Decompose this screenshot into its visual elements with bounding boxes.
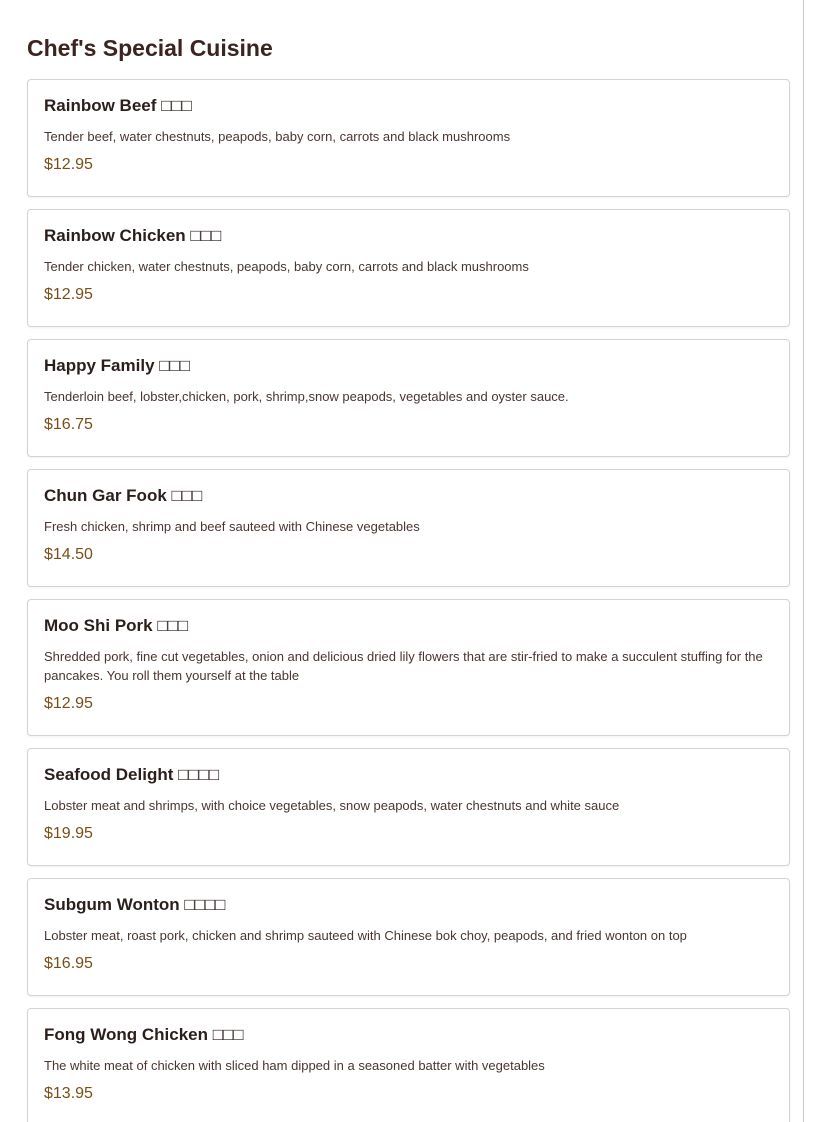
menu-item-description: Tender chicken, water chestnuts, peapods, baby corn, carrots and black mushrooms xyxy=(44,259,529,274)
menu-item-description: Tenderloin beef, lobster,chicken, pork, shrimp,snow peapods, vegetables and oyster sauce. xyxy=(44,389,569,404)
menu-item-card xyxy=(27,748,790,866)
menu-item-price: $12.95 xyxy=(44,156,93,173)
menu-item-card xyxy=(27,209,790,327)
menu-item-description: Fresh chicken, shrimp and beef sauteed with Chinese vegetables xyxy=(44,519,420,534)
menu-item-name: Subgum Wonton □□□□ xyxy=(44,895,226,914)
menu-item-card xyxy=(27,79,790,197)
menu-item-card xyxy=(27,1008,790,1122)
menu-item-price: $19.95 xyxy=(44,825,93,842)
menu-item-name: Rainbow Beef □□□ xyxy=(44,96,192,115)
menu-item-price: $12.95 xyxy=(44,695,93,712)
menu-item-name: Happy Family □□□ xyxy=(44,356,191,375)
menu-item-price: $16.75 xyxy=(44,416,93,433)
menu-item-card xyxy=(27,339,790,457)
menu-item-price: $16.95 xyxy=(44,955,93,972)
menu-item-card xyxy=(27,599,790,736)
menu-item-name: Chun Gar Fook □□□ xyxy=(44,486,203,505)
menu-item-card xyxy=(27,878,790,996)
menu-item-name: Rainbow Chicken □□□ xyxy=(44,226,222,245)
menu-item-name: Seafood Delight □□□□ xyxy=(44,765,220,784)
menu-item-price: $12.95 xyxy=(44,286,93,303)
menu-item-name: Fong Wong Chicken □□□ xyxy=(44,1025,244,1044)
menu-item-description: Lobster meat, roast pork, chicken and shrimp sauteed with Chinese bok choy, peapods, and fried wonton on top xyxy=(44,928,687,943)
menu-item-price: $14.50 xyxy=(44,546,93,563)
menu-item-description: Tender beef, water chestnuts, peapods, baby corn, carrots and black mushrooms xyxy=(44,129,511,144)
menu-item-description: Lobster meat and shrimps, with choice vegetables, snow peapods, water chestnuts and white sauce xyxy=(44,798,620,813)
menu-item-description: Shredded pork, fine cut vegetables, onion and delicious dried lily flowers that are stir-fried to make a succulent stuffing for the pancakes. You roll them yourself at the table xyxy=(44,649,763,683)
menu-item-name: Moo Shi Pork □□□ xyxy=(44,616,189,635)
menu-item-card xyxy=(27,469,790,587)
menu-item-price: $13.95 xyxy=(44,1085,93,1102)
menu-item-description: The white meat of chicken with sliced ham dipped in a seasoned batter with vegetables xyxy=(44,1058,545,1073)
section-title: Chef's Special Cuisine xyxy=(27,35,273,61)
page-edge-divider xyxy=(803,0,804,1122)
